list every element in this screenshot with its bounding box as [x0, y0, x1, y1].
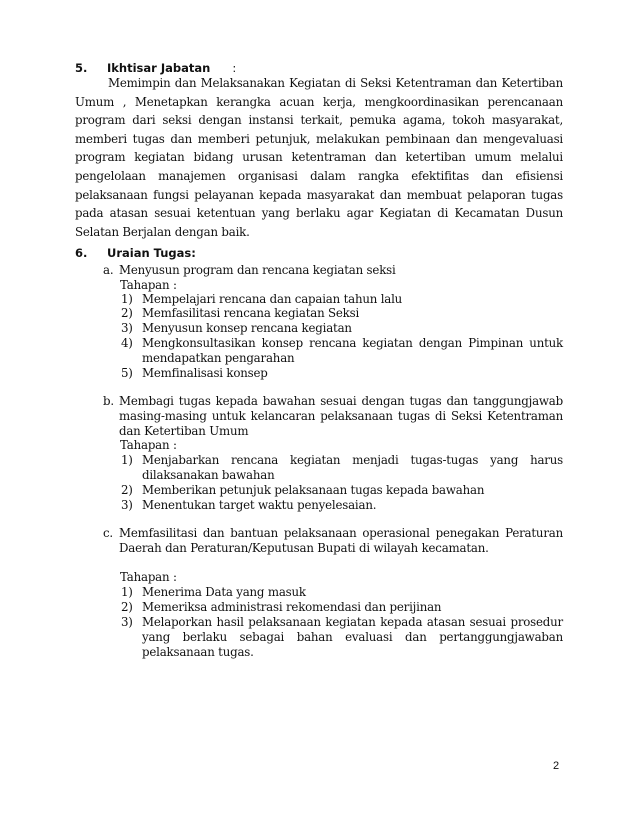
step-c-2 [121, 600, 563, 615]
step-text: Melaporkan hasil pelaksanaan kegiatan kepada atasan sesuai prosedur yang berlaku sebagai bahan evaluasi dan pertanggungjawaban pelaksanaan tugas. [142, 615, 563, 659]
step-text: Menjabarkan rencana kegiatan menjadi tugas-tugas yang harus dilaksanakan bawahan [142, 453, 563, 482]
section-6-heading [75, 246, 196, 260]
step-a-5 [121, 366, 563, 381]
step-text: Mempelajari rencana dan capaian tahun lalu [142, 292, 403, 306]
step-b-3 [121, 498, 563, 513]
step-text: Menentukan target waktu penyelesaian. [142, 498, 377, 512]
step-a-3 [121, 321, 563, 336]
task-item-text: Menyusun program dan rencana kegiatan seksi [119, 263, 396, 277]
step-c-3 [121, 615, 563, 659]
step-text: Memberikan petunjuk pelaksanaan tugas kepada bawahan [142, 483, 485, 497]
step-number: 5) [121, 366, 133, 380]
step-a-2 [121, 306, 563, 321]
task-item-letter: a. [103, 263, 114, 277]
step-number: 3) [121, 321, 133, 335]
step-number: 2) [121, 306, 133, 320]
section-5-colon: : [232, 61, 237, 75]
step-text: Mengkonsultasikan konsep rencana kegiatan dengan Pimpinan untuk mendapatkan pengarahan [142, 336, 563, 365]
task-item-text: Membagi tugas kepada bawahan sesuai dengan tugas dan tanggungjawab masing-masing untuk kelancaran pelaksanaan tugas di Seksi Ketentraman dan Ketertiban Umum [119, 394, 563, 438]
section-5-heading [75, 61, 236, 75]
step-text: Memfasilitasi rencana kegiatan Seksi [142, 306, 360, 320]
step-b-1 [121, 453, 563, 483]
section-5-title: Ikhtisar Jabatan [107, 61, 211, 75]
section-6-title: Uraian Tugas: [107, 246, 196, 260]
step-number: 4) [121, 336, 133, 350]
section-5-number: 5. [75, 61, 88, 75]
tahapan-label-a: Tahapan : [120, 278, 177, 292]
task-item-letter: c. [103, 526, 113, 540]
step-a-4 [121, 336, 563, 366]
task-item-text: Memfasilitasi dan bantuan pelaksanaan operasional penegakan Peraturan Daerah dan Peraturan/Keputusan Bupati di wilayah kecamatan. [119, 526, 563, 555]
step-number: 2) [121, 483, 133, 497]
task-item-a [103, 263, 563, 278]
step-text: Memeriksa administrasi rekomendasi dan perijinan [142, 600, 442, 614]
section-5-body [75, 74, 563, 241]
step-text: Memfinalisasi konsep [142, 366, 268, 380]
step-text: Menerima Data yang masuk [142, 585, 306, 599]
step-number: 1) [121, 453, 133, 467]
task-item-letter: b. [103, 394, 114, 408]
tahapan-label-b: Tahapan : [120, 438, 177, 452]
step-number: 1) [121, 292, 133, 306]
section-6-number: 6. [75, 246, 88, 260]
task-item-c [103, 526, 563, 556]
step-number: 1) [121, 585, 133, 599]
step-a-1 [121, 292, 563, 307]
step-b-2 [121, 483, 563, 498]
step-number: 3) [121, 498, 133, 512]
task-item-b [103, 394, 563, 438]
step-number: 3) [121, 615, 133, 629]
step-number: 2) [121, 600, 133, 614]
section-5-body-text: Memimpin dan Melaksanakan Kegiatan di Seksi Ketentraman dan Ketertiban Umum , Menetapkan kerangka acuan kerja, mengkoordinasikan perencanaan program dari seksi dengan instansi terkait, pemuka agama, tokoh masyarakat, memberi tugas dan memberi petunjuk, melakukan pembinaan dan mengevaluasi program kegiatan bidang urusan ketentraman dan ketertiban umum melalui pengelolaan manajemen organisasi dalam rangka efektifitas dan efisiensi pelaksanaan fungsi pelayanan kepada masyarakat dan membuat pelaporan tugas pada atasan sesuai ketentuan yang berlaku agar Kegiatan di Kecamatan Dusun Selatan Berjalan dengan baik. [75, 76, 563, 239]
tahapan-label-c: Tahapan : [120, 570, 177, 584]
step-text: Menyusun konsep rencana kegiatan [142, 321, 352, 335]
page-number: 2 [553, 760, 560, 772]
step-c-1 [121, 585, 563, 600]
